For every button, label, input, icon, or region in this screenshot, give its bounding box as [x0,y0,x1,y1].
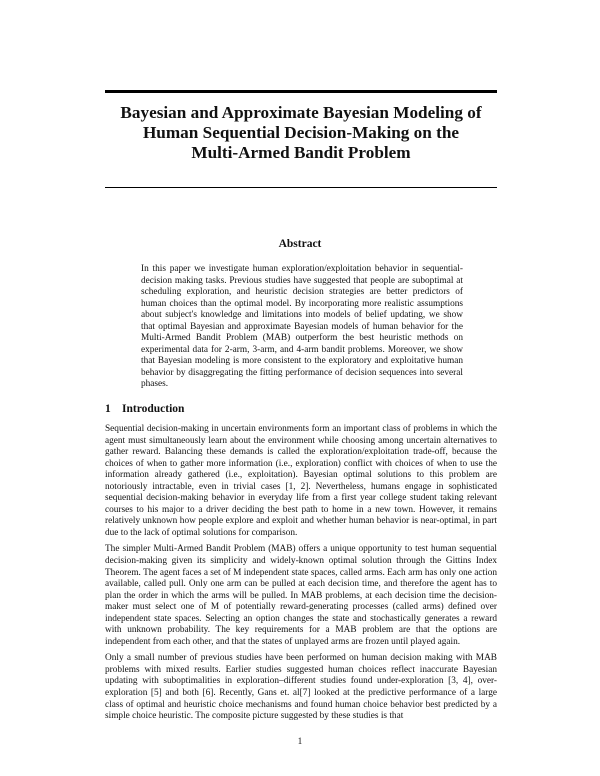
paper-title [100,103,502,163]
section-heading [105,403,184,415]
title-bottom-rule [105,187,497,188]
section-number: 1 [105,403,111,415]
title-top-rule [105,90,497,93]
abstract-text: In this paper we investigate human exploration/exploitation behavior in sequential-decision making tasks. Previous studies have suggested that people are suboptimal at scheduling exploration, and heuristic decision strategies are better predictors of human choices than the optimal model. By incorporating more realistic assumptions about subject's knowledge and limitations into models of belief updating, we show that optimal Bayesian and approximate Bayesian models of human behavior for the Multi-Armed Bandit Problem (MAB) outperform the best heuristic methods on experimental data for 2-arm, 3-arm, and 4-arm bandit problems. Moreover, we show that Bayesian modeling is more consistent to the exploratory and exploitative human behavior by disaggregating the fitting performance of decision sequences into several phases. [141,264,463,390]
paragraph: The simpler Multi-Armed Bandit Problem (MAB) offers a unique opportunity to test human sequential decision-making given its simplicity and widely-known optimal solution through the Gittins Index Theorem. The agent faces a set of M independent state spaces, called arms. Each arm has only one action available, called pull. Only one arm can be pulled at each decision time, and therefore the agent has to plan the order in which the arms will be pulled. In MAB problems, at each decision time the decision-maker must select one of M of potentially reward-generating processes (called arms) defined over independent state spaces. Selecting an option changes the state and stochastically generates a reward with unknown probability. The key requirements for a MAB problem are that the options are independent from each other, and that the states of unplayed arms are frozen until played again. [105,544,497,647]
paragraph: Sequential decision-making in uncertain environments form an important class of problems in which the agent must simultaneously learn about the environment while choosing among uncertain alternatives to gather reward. Balancing these demands is called the exploration/exploitation trade-off, because the choices of when to gather more information (i.e., exploration) conflict with choices of when to use the information already gathered (i.e., exploitation). Bayesian optimal solutions to this problem are notoriously intractable, even in trivial cases [1, 2]. Nevertheless, humans engage in sophisticated sequential decision-making behavior in everyday life from a first year college student taking relevant courses to his major to a driver deciding the best path to home in a new town. However, it remains relatively unknown how people explore and exploit and whether human behavior is near-optimal, in part due to the lack of optimal solutions for comparison. [105,424,497,538]
title-line: Multi-Armed Bandit Problem [191,143,411,162]
page-number: 1 [297,737,303,747]
title-line: Bayesian and Approximate Bayesian Modeling of [120,103,482,122]
abstract-heading: Abstract [278,238,322,250]
section-body [105,424,497,728]
section-title: Introduction [122,403,185,415]
paragraph: Only a small number of previous studies have been performed on human decision making with MAB problems with mixed results. Earlier studies suggested human choices reflect inaccurate Bayesian updating with suboptimalities in exploration–different studies found under-exploration [3, 4], over-exploration [5] and both [6]. Recently, Gans et. al[7] looked at the predictive performance of a large class of optimal and heuristic choice mechanisms and found human choice behavior best predicted by a simple choice heuristic. The composite picture suggested by these studies is that [105,653,497,722]
title-line: Human Sequential Decision-Making on the [142,123,460,142]
abstract-body [141,264,463,391]
